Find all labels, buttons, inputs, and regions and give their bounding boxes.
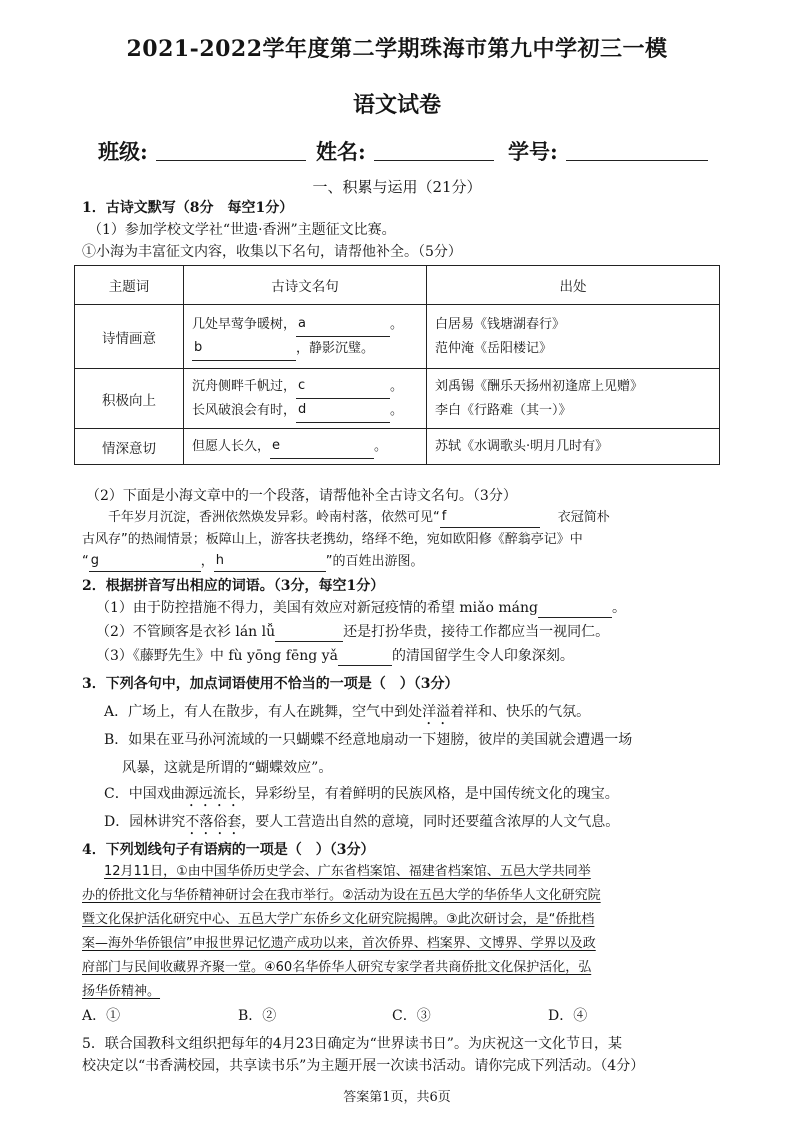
paragraph-line: 古风存”的热闹情景；板障山上，游客扶老携幼，络绎不绝，宛如欧阳修《醉翁亭记》中 [82,532,583,547]
table-header: 主题词 [75,266,184,305]
verse-text: 几处早莺争暖树， [192,316,297,332]
dotted-word: 源远流长 [184,786,241,802]
q4-option-c[interactable]: C．③ [392,1008,431,1024]
source-cell [427,429,720,465]
id-label: 学号: [508,139,558,164]
q4-option-d[interactable]: D．④ [548,1008,588,1024]
table-header-row [75,266,720,305]
q1-heading: 1．古诗文默写（8分 每空1分） [82,200,294,216]
q2-item [96,622,609,642]
q4-passage-line: 案—海外华侨银信”申报世界记忆遗产成功以来，首次侨界、档案界、文博界、学界以及政 [82,936,596,951]
q2-text: 。 [611,600,626,616]
q2-heading: 2．根据拼音写出相应的词语。（3分，每空1分） [82,578,385,594]
q1-sub2: （2）下面是小海文章中的一个段落，请帮他补全古诗文名句。（3分） [86,488,517,504]
blank-a[interactable] [296,315,390,337]
source-text: 范仲淹《岳阳楼记》 [435,340,553,356]
q2-text: 的清国留学生令人印象深刻。 [391,648,574,664]
q4-passage-line: 暨文化保护活化研究中心、五邑大学广东侨乡文化研究院揭牌。③此次研讨会，是“侨批档 [82,912,595,927]
table-header: 古诗文名句 [184,266,427,305]
q2-blank-1[interactable] [538,601,612,618]
paragraph-line [108,508,610,528]
blank-letter: f [441,509,447,524]
verse-text: 。 [390,316,404,332]
q4-option-a[interactable]: A．① [82,1008,121,1024]
q3-option-c[interactable] [104,784,619,810]
q4-passage-line: 府部门与民间收藏界齐聚一堂。④60名华侨华人研究专家学者共商侨批文化保护活化，弘 [82,960,592,975]
q4-heading: 4．下列划线句子有语病的一项是（ ）（3分） [82,842,375,858]
source-text: 李白《行路难（其一）》 [435,402,572,418]
table-row [75,369,720,429]
dotted-word: 洋溢 [422,704,451,720]
blank-letter: b [194,339,203,355]
option-text: ，异彩纷呈，有着鲜明的民族风格，是中国传统文化的瑰宝。 [240,786,619,802]
id-field[interactable] [566,160,708,161]
verse-text: 但愿人长久， [192,438,271,454]
q3-option-d[interactable] [104,812,619,838]
dotted-word: 不落俗套 [185,814,242,830]
blank-letter: a [298,315,306,331]
blank-letter: c [298,377,306,393]
option-text: ，要人工营造出自然的意境，同时还要蕴含浓厚的人文气息。 [241,814,620,830]
name-label: 姓名: [316,139,366,164]
student-info-row [98,136,708,162]
q5-text: 5．联合国教科文组织把每年的4月23日确定为“世界读书日”。为庆祝这一文化节日，某 [82,1036,622,1052]
blank-letter: e [272,437,281,453]
q2-text: （2）不管顾客是衣衫 lán lǚ [96,624,276,640]
q1-sub1-task: ①小海为丰富征文内容，收集以下名句，请帮他补全。（5分） [82,244,462,260]
q3-heading: 3．下列各句中，加点词语使用不恰当的一项是（ ）（3分） [82,676,459,692]
q2-item [96,646,574,666]
paragraph-text: 千年岁月沉淀，香洲依然焕发异彩。岭南村落，依然可见“ [108,510,440,525]
blank-b[interactable] [192,339,296,361]
blank-letter: g [90,553,100,568]
q2-blank-2[interactable] [275,625,343,642]
source-cell [427,305,720,369]
blank-f[interactable] [440,511,540,528]
verse-text: ，静影沉璧。 [296,340,375,356]
q4-passage-line: 办的侨批文化与华侨精神研讨会在我市举行。②活动为设在五邑大学的华侨华人文化研究院 [82,888,601,903]
table-row [75,429,720,465]
source-text: 刘禹锡《酬乐天扬州初逢席上见赠》 [435,378,644,394]
blank-letter: d [298,401,307,417]
blank-h[interactable] [214,555,326,572]
blank-e[interactable] [270,437,374,459]
q3-option-a[interactable] [104,702,590,728]
class-label: 班级: [98,139,148,164]
paragraph-text: ”的百姓出游图。 [325,554,424,569]
verse-text: 沉舟侧畔千帆过， [192,378,297,394]
verse-text: 。 [374,438,388,454]
table-header: 出处 [427,266,720,305]
verse-text: 。 [390,378,404,394]
poem-table [74,265,720,465]
q3-option-b[interactable]: B．如果在亚马孙河流域的一只蝴蝶不经意地扇动一下翅膀，彼岸的美国就会遭遇一场 [104,732,633,748]
blank-letter: h [215,553,225,568]
paragraph-line [82,552,424,572]
source-cell [427,369,720,429]
theme-cell: 积极向上 [75,369,184,429]
option-text: C．中国戏曲 [104,786,185,802]
exam-title: 2021-2022学年度第二学期珠海市第九中学初三一模 [126,36,668,62]
verse-cell [184,429,427,465]
blank-c[interactable] [296,377,390,399]
q5-text: 校决定以“书香满校园，共享读书乐”为主题开展一次读书活动。请你完成下列活动。（4分） [82,1058,645,1074]
q4-passage-line: 扬华侨精神。 [82,984,161,999]
verse-text: 长风破浪会有时， [192,402,297,418]
option-text: D．园林讲究 [104,814,186,830]
q2-item [96,598,626,618]
page-footer: 答案第1页，共6页 [343,1090,451,1105]
name-field[interactable] [374,160,494,161]
q2-blank-3[interactable] [338,649,392,666]
q4-option-b[interactable]: B．② [238,1008,277,1024]
table-row [75,305,720,369]
verse-cell [184,305,427,369]
theme-cell: 情深意切 [75,429,184,465]
exam-subtitle: 语文试卷 [352,92,441,118]
blank-d[interactable] [296,401,390,423]
paragraph-text: ， [200,554,214,569]
section-title: 一、积累与运用（21分） [312,178,482,196]
q2-text: 还是打扮华贵，接待工作都应当一视同仁。 [343,624,610,640]
option-text: 着祥和、快乐的气氛。 [450,704,591,720]
verse-cell [184,369,427,429]
paragraph-text: “ [82,554,89,569]
verse-text: 。 [390,402,404,418]
q1-sub1: （1）参加学校文学社“世遗·香洲”主题征文比赛。 [88,222,396,238]
theme-cell: 诗情画意 [75,305,184,369]
q4-passage-line: 12月11日，①由中国华侨历史学会、广东省档案馆、福建省档案馆、五邑大学共同举 [104,864,591,879]
paragraph-text: 衣冠简朴 [557,510,610,525]
blank-g[interactable] [89,555,201,572]
class-field[interactable] [156,160,306,161]
source-text: 苏轼《水调歌头·明月几时有》 [435,438,609,454]
q2-text: （3）《藤野先生》中 fù yōng fēng yǎ [96,648,338,664]
q3-option-b-cont: 风暴，这就是所谓的“蝴蝶效应”。 [122,760,333,776]
q2-text: （1）由于防控措施不得力，美国有效应对新冠疫情的希望 miǎo máng [96,600,538,616]
source-text: 白居易《钱塘湖春行》 [435,316,566,332]
option-text: A．广场上，有人在散步，有人在跳舞，空气中到处 [104,704,423,720]
